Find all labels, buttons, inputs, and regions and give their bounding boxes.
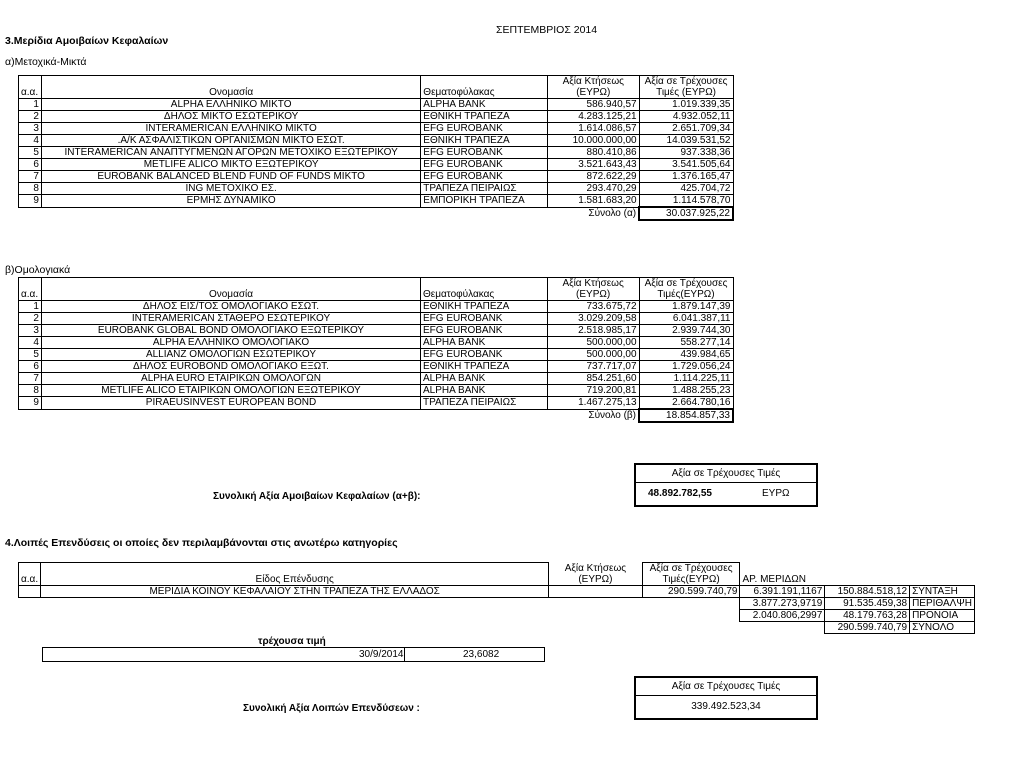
table-cell: INTERAMERICAN ΕΛΛΗΝΙΚΟ ΜΙΚΤΟ bbox=[41, 123, 420, 135]
table-cell: EFG EUROBANK bbox=[421, 349, 548, 361]
col-value-unit: Τιμές (ΕΥΡΩ) bbox=[639, 87, 733, 99]
table-row bbox=[19, 349, 734, 361]
col-aa-header: α.α. bbox=[19, 574, 41, 586]
table-cell: ΕΘΝΙΚΗ ΤΡΑΠΕΖΑ bbox=[421, 111, 548, 123]
table-cell: 8 bbox=[19, 385, 42, 397]
current-price-box bbox=[42, 647, 545, 662]
table-cell: ΤΡΑΠΕΖΑ ΠΕΙΡΑΙΩΣ bbox=[421, 397, 548, 410]
table-cell bbox=[19, 598, 41, 610]
table-cell: EFG EUROBANK bbox=[421, 171, 548, 183]
table-cell: ALPHA BANK bbox=[421, 99, 548, 111]
table-cell: 7 bbox=[19, 171, 42, 183]
funds-total-currency: ΕΥΡΩ bbox=[762, 488, 790, 499]
table-row bbox=[19, 301, 734, 313]
table-cell bbox=[41, 622, 549, 634]
table-row bbox=[19, 325, 734, 337]
table-cell: 719.200,81 bbox=[547, 385, 639, 397]
table-cell: ΠΡΟΝΟΙΑ bbox=[910, 610, 975, 622]
other-total-value: 339.492.523,34 bbox=[691, 701, 761, 712]
other-total-box-header: Αξία σε Τρέχουσες Τιμές bbox=[636, 678, 816, 696]
table-row bbox=[19, 361, 734, 373]
table-cell: ALPHA BANK bbox=[421, 373, 548, 385]
table-cell: ΜΕΡΙΔΙΑ ΚΟΙΝΟΥ ΚΕΦΑΛΑΙΟΥ ΣΤΗΝ ΤΡΑΠΕΖΑ ΤΗΣ ΕΛΛΑΔΟΣ bbox=[41, 586, 549, 598]
col-custodian-header: Θεματοφύλακας bbox=[421, 289, 548, 301]
table-cell: 91.535.459,38 bbox=[825, 598, 910, 610]
total-b-value: 18.854.857,33 bbox=[639, 409, 733, 422]
col-aa-header: α.α. bbox=[19, 289, 42, 301]
table-cell: 1 bbox=[19, 301, 42, 313]
col-type-header: Είδος Επένδυσης bbox=[41, 574, 549, 586]
table-cell: 290.599.740,79 bbox=[642, 586, 740, 598]
table-cell: 6.041.387,11 bbox=[639, 313, 733, 325]
table-cell: INTERAMERICAN ΣΤΑΘΕΡΟ ΕΣΩΤΕΡΙΚΟΥ bbox=[41, 313, 420, 325]
table-row bbox=[19, 337, 734, 349]
current-price-value: 23,6082 bbox=[463, 649, 500, 660]
funds-total-box-header: Αξία σε Τρέχουσες Τιμές bbox=[636, 465, 816, 483]
table-cell: ΕΡΜΗΣ ΔΥΝΑΜΙΚΟ bbox=[41, 195, 420, 208]
table-cell: 7 bbox=[19, 373, 42, 385]
table-cell: 4.283.125,21 bbox=[547, 111, 639, 123]
table-cell: PIRAEUSINVEST EUROPEAN BOND bbox=[41, 397, 420, 410]
table-equity-mixed bbox=[18, 75, 734, 221]
table-row bbox=[19, 123, 734, 135]
total-b-label: Σύνολο (β) bbox=[588, 410, 637, 422]
col-cost-header: Αξία Κτήσεως bbox=[547, 76, 639, 88]
table-cell: 10.000.000,00 bbox=[547, 135, 639, 147]
col-cost-header: Αξία Κτήσεως bbox=[547, 278, 639, 290]
table-cell: ΤΡΑΠΕΖΑ ΠΕΙΡΑΙΩΣ bbox=[421, 183, 548, 195]
table-row bbox=[19, 111, 734, 123]
section-4-title: 4.Λοιπές Επενδύσεις οι οποίες δεν περιλαμβάνονται στις ανωτέρω κατηγορίες bbox=[5, 537, 398, 549]
table-cell: METLIFE ALICO ΜΙΚΤΟ ΕΞΩΤΕΡΙΚΟΥ bbox=[41, 159, 420, 171]
table-cell: ALPHA BANK bbox=[421, 385, 548, 397]
table-cell: 9 bbox=[19, 397, 42, 410]
table-row bbox=[19, 586, 975, 598]
table-cell: 439.984,65 bbox=[639, 349, 733, 361]
period-label: ΣΕΠΤΕΜΒΡΙΟΣ 2014 bbox=[496, 24, 598, 36]
table-cell: 2.939.744,30 bbox=[639, 325, 733, 337]
table-cell: 1.114.225,11 bbox=[639, 373, 733, 385]
table-row bbox=[19, 313, 734, 325]
table-cell: 14.039.531,52 bbox=[639, 135, 733, 147]
table-cell bbox=[19, 622, 41, 634]
col-custodian-header: Θεματοφύλακας bbox=[421, 87, 548, 99]
table-cell bbox=[41, 598, 549, 610]
table-cell: .Α/Κ ΑΣΦΑΛΙΣΤΙΚΩΝ ΟΡΓΑΝΙΣΜΩΝ ΜΙΚΤΟ ΕΣΩΤ. bbox=[41, 135, 420, 147]
col-value-header: Αξία σε Τρέχουσες bbox=[639, 76, 733, 88]
table-cell: ING ΜΕΤΟΧΙΚΟ ΕΣ. bbox=[41, 183, 420, 195]
table-cell: ALPHA EURO ΕΤΑΙΡΙΚΩΝ ΟΜΟΛΟΓΩΝ bbox=[41, 373, 420, 385]
table-row bbox=[19, 622, 975, 634]
table-cell: 3.877.273,9719 bbox=[740, 598, 825, 610]
table-cell: 2.040.806,2997 bbox=[740, 610, 825, 622]
table-cell: 6 bbox=[19, 361, 42, 373]
table-cell: 6.391.191,1167 bbox=[740, 586, 825, 598]
table-cell: 3.521.643,43 bbox=[547, 159, 639, 171]
table-cell: ΣΥΝΤΑΞΗ bbox=[910, 586, 975, 598]
table-cell: 290.599.740,79 bbox=[825, 622, 910, 634]
table-cell: ΔΗΛΟΣ EUROBOND ΟΜΟΛΟΓΙΑΚΟ ΕΞΩΤ. bbox=[41, 361, 420, 373]
table-cell bbox=[549, 610, 642, 622]
other-total-label: Συνολική Αξία Λοιπών Επενδύσεων : bbox=[243, 703, 420, 714]
table-cell: METLIFE ALICO ΕΤΑΙΡΙΚΩΝ ΟΜΟΛΟΓΙΩΝ ΕΞΩΤΕΡΙΚΟΥ bbox=[41, 385, 420, 397]
current-price-label: τρέχουσα τιμή bbox=[258, 636, 326, 647]
table-cell: 500.000,00 bbox=[547, 337, 639, 349]
table-cell: 4 bbox=[19, 337, 42, 349]
table-cell: 733.675,72 bbox=[547, 301, 639, 313]
table-cell: 4.932.052,11 bbox=[639, 111, 733, 123]
table-cell: 9 bbox=[19, 195, 42, 208]
table-cell: ALPHA ΕΛΛΗΝΙΚΟ ΜΙΚΤΟ bbox=[41, 99, 420, 111]
col-shares-header: ΑΡ. ΜΕΡΙΔΩΝ bbox=[742, 574, 806, 585]
table-cell: EFG EUROBANK bbox=[421, 123, 548, 135]
table-cell: 854.251,60 bbox=[547, 373, 639, 385]
table-cell bbox=[549, 598, 642, 610]
table-cell: 5 bbox=[19, 349, 42, 361]
table-cell: 1.729.056,24 bbox=[639, 361, 733, 373]
col-cost-unit: (ΕΥΡΩ) bbox=[578, 574, 613, 585]
col-name-header: Ονομασία bbox=[41, 289, 420, 301]
table-cell: 2.651.709,34 bbox=[639, 123, 733, 135]
table-cell: ALLIANZ ΟΜΟΛΟΓΙΩΝ ΕΣΩΤΕΡΙΚΟΥ bbox=[41, 349, 420, 361]
table-cell: EFG EUROBANK bbox=[421, 313, 548, 325]
col-cost-unit: (ΕΥΡΩ) bbox=[547, 87, 639, 99]
table-cell bbox=[740, 622, 825, 634]
table-cell: 3.541.505,64 bbox=[639, 159, 733, 171]
table-cell bbox=[19, 610, 41, 622]
table-cell: 8 bbox=[19, 183, 42, 195]
section-a-title: α)Μετοχικά-Μικτά bbox=[5, 56, 87, 68]
table-cell: 3 bbox=[19, 325, 42, 337]
table-cell: 6 bbox=[19, 159, 42, 171]
table-row bbox=[19, 171, 734, 183]
table-cell: 872.622,29 bbox=[547, 171, 639, 183]
table-cell: 1 bbox=[19, 99, 42, 111]
col-value-header: Αξία σε Τρέχουσες bbox=[642, 563, 740, 575]
total-a-label: Σύνολο (α) bbox=[588, 208, 637, 220]
table-cell: 4 bbox=[19, 135, 42, 147]
table-cell: 1.879.147,39 bbox=[639, 301, 733, 313]
funds-total-value: 48.892.782,55 bbox=[648, 488, 712, 499]
table-row bbox=[19, 147, 734, 159]
col-name-header: Ονομασία bbox=[41, 87, 420, 99]
table-cell: 880.410,86 bbox=[547, 147, 639, 159]
col-cost-unit: (ΕΥΡΩ) bbox=[547, 289, 639, 301]
table-row bbox=[19, 195, 734, 208]
table-other-investments bbox=[18, 562, 975, 634]
table-cell: 3 bbox=[19, 123, 42, 135]
table-cell: 5 bbox=[19, 147, 42, 159]
table-cell: ΠΕΡΙΘΑΛΨΗ bbox=[910, 598, 975, 610]
table-cell: 1.488.255,23 bbox=[639, 385, 733, 397]
table-cell: 558.277,14 bbox=[639, 337, 733, 349]
table-row bbox=[19, 159, 734, 171]
table-row bbox=[19, 598, 975, 610]
table-row bbox=[19, 99, 734, 111]
table-cell: 2.518.985,17 bbox=[547, 325, 639, 337]
table-cell: EFG EUROBANK bbox=[421, 159, 548, 171]
table-cell: EUROBANK GLOBAL BOND ΟΜΟΛΟΓΙΑΚΟ ΕΞΩΤΕΡΙΚΟΥ bbox=[41, 325, 420, 337]
table-cell: 937.338,36 bbox=[639, 147, 733, 159]
table-cell bbox=[19, 586, 41, 598]
funds-total-label: Συνολική Αξία Αμοιβαίων Κεφαλαίων (α+β): bbox=[213, 491, 421, 502]
table-cell: 48.179.763,28 bbox=[825, 610, 910, 622]
table-cell: ALPHA ΕΛΛΗΝΙΚΟ ΟΜΟΛΟΓΙΑΚΟ bbox=[41, 337, 420, 349]
table-cell bbox=[642, 622, 740, 634]
table-cell: 1.467.275,13 bbox=[547, 397, 639, 410]
table-cell: EUROBANK BALANCED BLEND FUND OF FUNDS MIKTO bbox=[41, 171, 420, 183]
current-price-date: 30/9/2014 bbox=[359, 649, 404, 660]
table-row bbox=[19, 183, 734, 195]
table-cell: INTERAMERICAN ΑΝΑΠΤΥΓΜΕΝΩΝ ΑΓΟΡΩΝ ΜΕΤΟΧΙΚΟ ΕΞΩΤΕΡΙΚΟΥ bbox=[41, 147, 420, 159]
table-cell bbox=[549, 622, 642, 634]
col-value-unit: Τιμές(ΕΥΡΩ) bbox=[639, 289, 733, 301]
table-cell: 1.581.683,20 bbox=[547, 195, 639, 208]
table-row bbox=[19, 373, 734, 385]
col-value-header: Αξία σε Τρέχουσες bbox=[639, 278, 733, 290]
table-cell: 2 bbox=[19, 313, 42, 325]
section-title: 3.Μερίδια Αμοιβαίων Κεφαλαίων bbox=[5, 35, 169, 47]
table-cell: 2 bbox=[19, 111, 42, 123]
funds-total-box bbox=[634, 463, 818, 507]
other-total-box bbox=[634, 676, 818, 720]
col-value-unit: Τιμές(ΕΥΡΩ) bbox=[642, 574, 740, 586]
col-aa-header: α.α. bbox=[19, 87, 42, 99]
section-b-title: β)Ομολογιακά bbox=[5, 264, 71, 276]
total-a-value: 30.037.925,22 bbox=[639, 207, 733, 220]
table-cell: ΕΘΝΙΚΗ ΤΡΑΠΕΖΑ bbox=[421, 135, 548, 147]
table-cell: ΕΘΝΙΚΗ ΤΡΑΠΕΖΑ bbox=[421, 361, 548, 373]
table-cell bbox=[549, 586, 642, 598]
table-cell: 3.029.209,58 bbox=[547, 313, 639, 325]
table-cell: 150.884.518,12 bbox=[825, 586, 910, 598]
table-cell: 1.114.578,70 bbox=[639, 195, 733, 208]
table-cell: 500.000,00 bbox=[547, 349, 639, 361]
table-cell: ΣΥΝΟΛΟ bbox=[910, 622, 975, 634]
table-cell: EFG EUROBANK bbox=[421, 147, 548, 159]
table-cell: 1.019.339,35 bbox=[639, 99, 733, 111]
table-cell: 737.717,07 bbox=[547, 361, 639, 373]
table-cell: ΔΗΛΟΣ ΜΙΚΤΟ ΕΣΩΤΕΡΙΚΟΥ bbox=[41, 111, 420, 123]
table-bonds bbox=[18, 277, 734, 423]
table-cell: ALPHA BANK bbox=[421, 337, 548, 349]
table-row bbox=[19, 135, 734, 147]
table-cell: 1.376.165,47 bbox=[639, 171, 733, 183]
table-cell bbox=[642, 598, 740, 610]
table-cell: 586.940,57 bbox=[547, 99, 639, 111]
table-cell: 2.664.780,16 bbox=[639, 397, 733, 410]
table-row bbox=[19, 385, 734, 397]
table-cell bbox=[41, 610, 549, 622]
col-cost-header: Αξία Κτήσεως bbox=[564, 562, 627, 574]
table-cell: ΕΜΠΟΡΙΚΗ ΤΡΑΠΕΖΑ bbox=[421, 195, 548, 208]
table-row bbox=[19, 397, 734, 410]
table-cell: ΔΗΛΟΣ ΕΙΣ/ΤΟΣ ΟΜΟΛΟΓΙΑΚΟ ΕΣΩΤ. bbox=[41, 301, 420, 313]
table-cell: 293.470,29 bbox=[547, 183, 639, 195]
table-cell: ΕΘΝΙΚΗ ΤΡΑΠΕΖΑ bbox=[421, 301, 548, 313]
table-cell: 425.704,72 bbox=[639, 183, 733, 195]
table-row bbox=[19, 610, 975, 622]
table-cell: EFG EUROBANK bbox=[421, 325, 548, 337]
table-cell: 1.614.086,57 bbox=[547, 123, 639, 135]
table-cell bbox=[642, 610, 740, 622]
